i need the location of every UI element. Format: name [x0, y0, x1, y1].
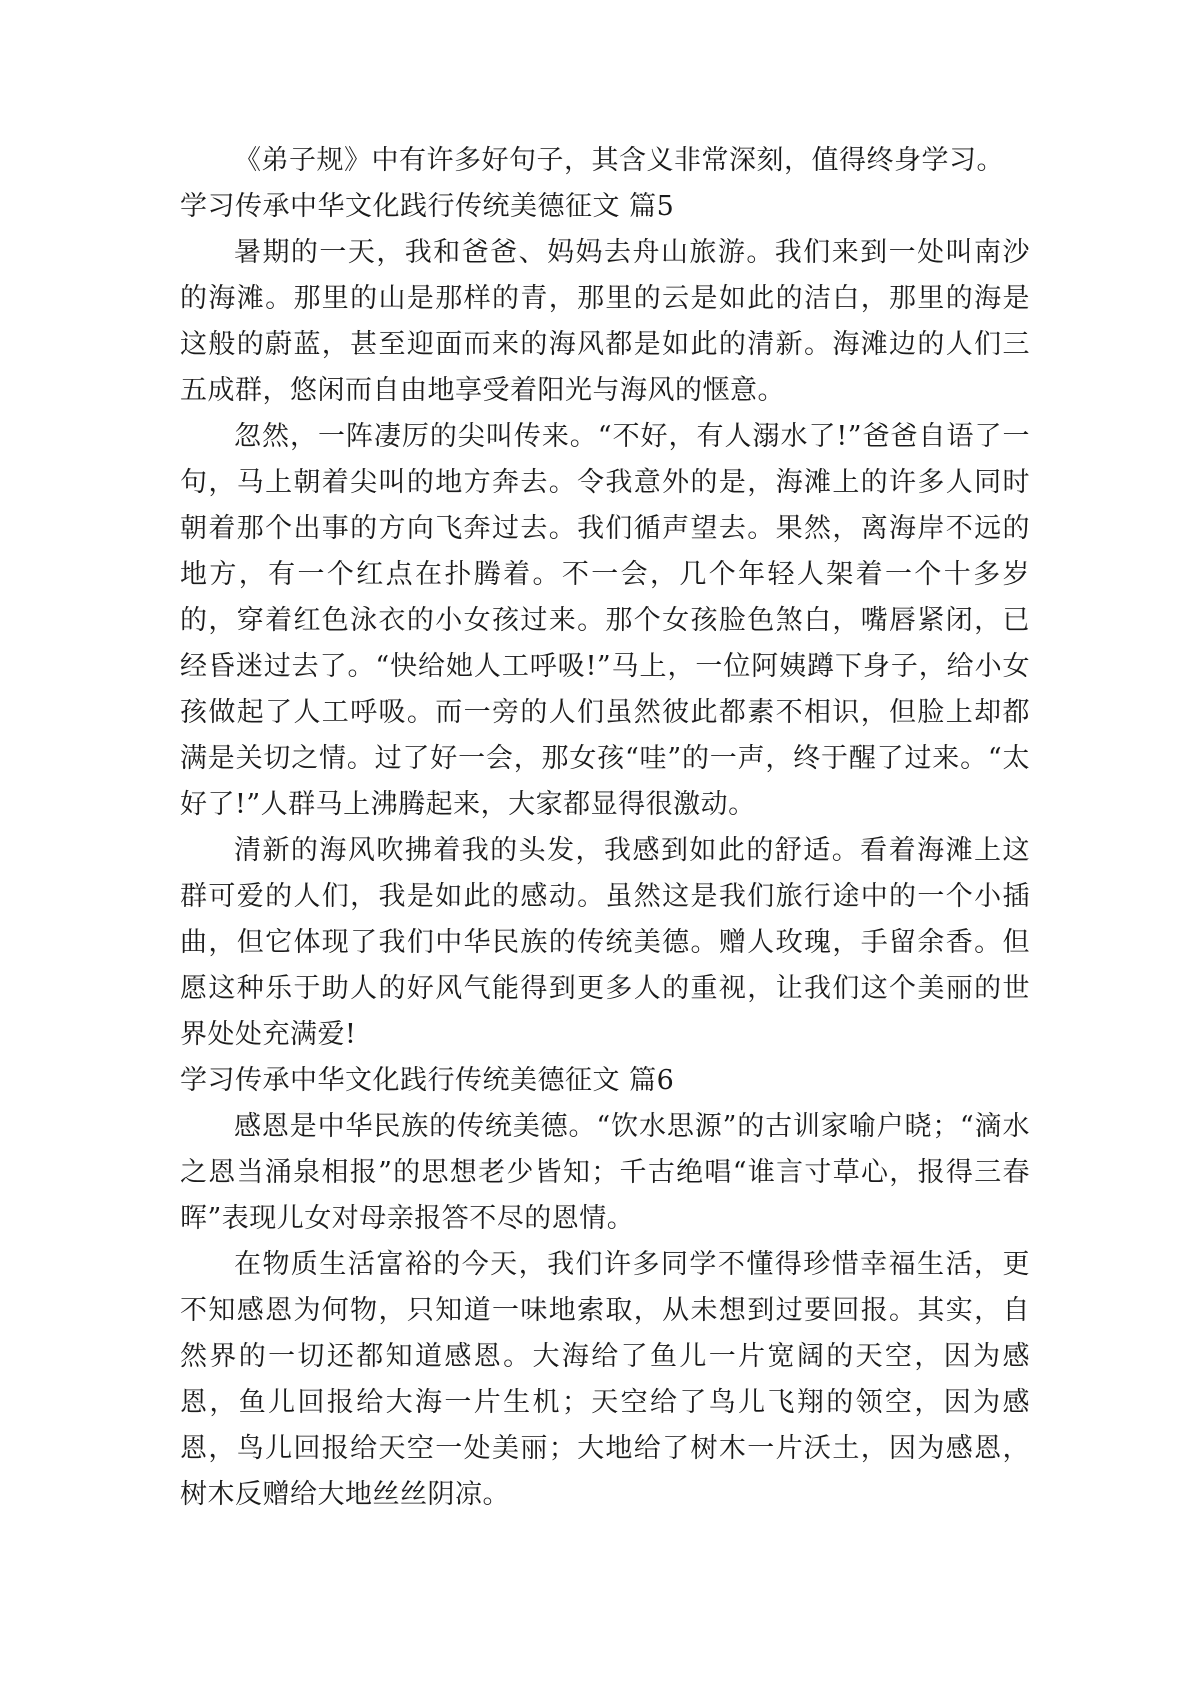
paragraph: 清新的海风吹拂着我的头发，我感到如此的舒适。看着海滩上这群可爱的人们，我是如此的感动。虽然这是我们旅行途中的一个小插曲，但它体现了我们中华民族的传统美德。赠人玫瑰，手留余香。但愿这种乐于助人的好风气能得到更多人的重视，让我们这个美丽的世界处处充满爱!	[180, 835, 1030, 1050]
paragraph: 感恩是中华民族的传统美德。“饮水思源”的古训家喻户晓；“滴水之恩当涌泉相报”的思想老少皆知；千古绝唱“谁言寸草心，报得三春晖”表现儿女对母亲报答不尽的恩情。	[180, 1111, 1030, 1234]
section-heading: 学习传承中华文化践行传统美德征文 篇6	[180, 1065, 675, 1096]
paragraph: 暑期的一天，我和爸爸、妈妈去舟山旅游。我们来到一处叫南沙的海滩。那里的山是那样的青，那里的云是如此的洁白，那里的海是这般的蔚蓝，甚至迎面而来的海风都是如此的清新。海滩边的人们三五成群，悠闲而自由地享受着阳光与海风的惬意。	[180, 237, 1030, 406]
document-body	[180, 138, 1030, 1518]
section-heading: 学习传承中华文化践行传统美德征文 篇5	[180, 191, 675, 222]
paragraph: 在物质生活富裕的今天，我们许多同学不懂得珍惜幸福生活，更不知感恩为何物，只知道一味地索取，从未想到过要回报。其实，自然界的一切还都知道感恩。大海给了鱼儿一片宽阔的天空，因为感恩，鱼儿回报给大海一片生机；天空给了鸟儿飞翔的领空，因为感恩，鸟儿回报给天空一处美丽；大地给了树木一片沃土，因为感恩，树木反赠给大地丝丝阴凉。	[180, 1249, 1030, 1510]
paragraph: 忽然，一阵凄厉的尖叫传来。“不好，有人溺水了!”爸爸自语了一句，马上朝着尖叫的地方奔去。令我意外的是，海滩上的许多人同时朝着那个出事的方向飞奔过去。我们循声望去。果然，离海岸不远的地方，有一个红点在扑腾着。不一会，几个年轻人架着一个十多岁的，穿着红色泳衣的小女孩过来。那个女孩脸色煞白，嘴唇紧闭，已经昏迷过去了。“快给她人工呼吸!”马上，一位阿姨蹲下身子，给小女孩做起了人工呼吸。而一旁的人们虽然彼此都素不相识，但脸上却都满是关切之情。过了好一会，那女孩“哇”的一声，终于醒了过来。“太好了!”人群马上沸腾起来，大家都显得很激动。	[180, 421, 1030, 820]
paragraph: 《弟子规》中有许多好句子，其含义非常深刻，值得终身学习。	[234, 145, 1004, 176]
